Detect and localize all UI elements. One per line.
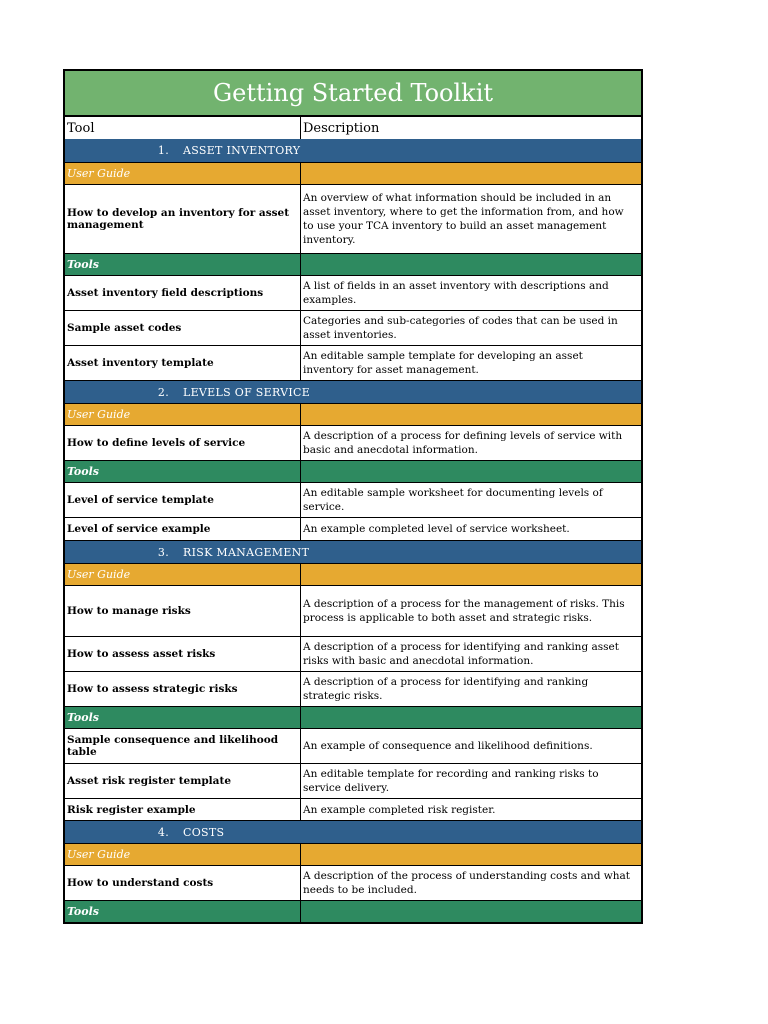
tools-row [65, 706, 641, 728]
table-row [65, 345, 641, 380]
table-row [65, 728, 641, 763]
tool-description: A description of a process for the management of risks. This process is applicable to both asset and strategic risks. [303, 598, 625, 624]
tool-name: Asset risk register template [65, 764, 301, 798]
tool-name: How to understand costs [65, 866, 301, 900]
tools-row-label: Tools [65, 461, 301, 482]
section-name: ASSET INVENTORY [183, 144, 301, 157]
table-row [65, 482, 641, 517]
tool-name: Level of service example [65, 518, 301, 540]
user-guide-row-label: User Guide [65, 844, 301, 865]
tool-name: How to define levels of service [65, 426, 301, 460]
section-number: 1. [157, 144, 169, 157]
table-row [65, 585, 641, 636]
section-number: 2. [157, 385, 169, 399]
user-guide-row-label: User Guide [65, 564, 301, 585]
tools-row-empty-cell [301, 254, 641, 275]
tools-row-label: Tools [65, 254, 301, 275]
user-guide-row [65, 843, 641, 865]
section-header [65, 540, 641, 563]
user-guide-row-empty-cell [301, 163, 641, 184]
column-header-row [65, 116, 641, 139]
tool-name: Sample consequence and likelihood table [65, 729, 301, 763]
user-guide-row-empty-cell [301, 844, 641, 865]
tools-row-empty-cell [301, 707, 641, 728]
section-name: LEVELS OF SERVICE [183, 385, 311, 399]
section-number: 4. [157, 825, 169, 839]
tools-row-empty-cell [301, 461, 641, 482]
tool-name: How to assess asset risks [65, 637, 301, 671]
table-row [65, 763, 641, 798]
table-row [65, 636, 641, 671]
table-row [65, 275, 641, 310]
sections-container [65, 139, 641, 922]
column-header-description: Description [303, 120, 380, 136]
section-header [65, 820, 641, 843]
tool-name: Asset inventory field descriptions [65, 276, 301, 310]
user-guide-row-empty-cell [301, 404, 641, 425]
tools-row [65, 253, 641, 275]
user-guide-row [65, 162, 641, 184]
tool-name: How to develop an inventory for asset management [65, 185, 301, 253]
toolkit-title: Getting Started Toolkit [65, 71, 641, 116]
section-name: RISK MANAGEMENT [183, 545, 310, 559]
tools-row-label: Tools [65, 901, 301, 922]
tools-row [65, 460, 641, 482]
section-header [65, 139, 641, 162]
section-number: 3. [157, 545, 169, 559]
tool-name: How to assess strategic risks [65, 672, 301, 706]
user-guide-row [65, 563, 641, 585]
table-row [65, 865, 641, 900]
table-row [65, 425, 641, 460]
tools-row-label: Tools [65, 707, 301, 728]
user-guide-row-label: User Guide [65, 163, 301, 184]
tool-description: An example completed level of service worksheet. [303, 523, 570, 535]
tool-description: A description of a process for defining levels of service with basic and anecdotal information. [303, 430, 623, 456]
tool-description: A description of the process of understanding costs and what needs to be included. [303, 870, 630, 896]
tool-description: An editable template for recording and ranking risks to service delivery. [303, 768, 599, 794]
tool-name: Asset inventory template [65, 346, 301, 380]
table-row [65, 310, 641, 345]
tool-description: An example of consequence and likelihood definitions. [303, 740, 593, 752]
user-guide-row-empty-cell [301, 564, 641, 585]
tool-description: A description of a process for identifying and ranking strategic risks. [303, 676, 589, 702]
tool-name: Level of service template [65, 483, 301, 517]
user-guide-row-label: User Guide [65, 404, 301, 425]
table-row [65, 671, 641, 706]
tool-name: How to manage risks [65, 586, 301, 636]
section-name: COSTS [183, 825, 225, 839]
tool-name: Risk register example [65, 799, 301, 820]
section-header [65, 380, 641, 403]
table-row [65, 517, 641, 540]
tool-description: Categories and sub-categories of codes that can be used in asset inventories. [303, 315, 618, 341]
user-guide-row [65, 403, 641, 425]
tool-description: An editable sample worksheet for documenting levels of service. [303, 487, 603, 513]
table-row [65, 184, 641, 253]
column-header-tool: Tool [65, 117, 301, 139]
tool-name: Sample asset codes [65, 311, 301, 345]
tool-description: An example completed risk register. [303, 803, 496, 816]
toolkit-table [63, 69, 643, 924]
tool-description: A description of a process for identifying and ranking asset risks with basic and anecdotal information. [303, 641, 619, 667]
tool-description: A list of fields in an asset inventory with descriptions and examples. [303, 280, 609, 306]
tool-description: An overview of what information should be included in an asset inventory, where to get the information from, and how to use your TCA inventory to build an asset management inventory. [303, 192, 624, 246]
tools-row-empty-cell [301, 901, 641, 922]
table-row [65, 798, 641, 820]
tool-description: An editable sample template for developing an asset inventory for asset management. [303, 350, 583, 376]
tools-row [65, 900, 641, 922]
